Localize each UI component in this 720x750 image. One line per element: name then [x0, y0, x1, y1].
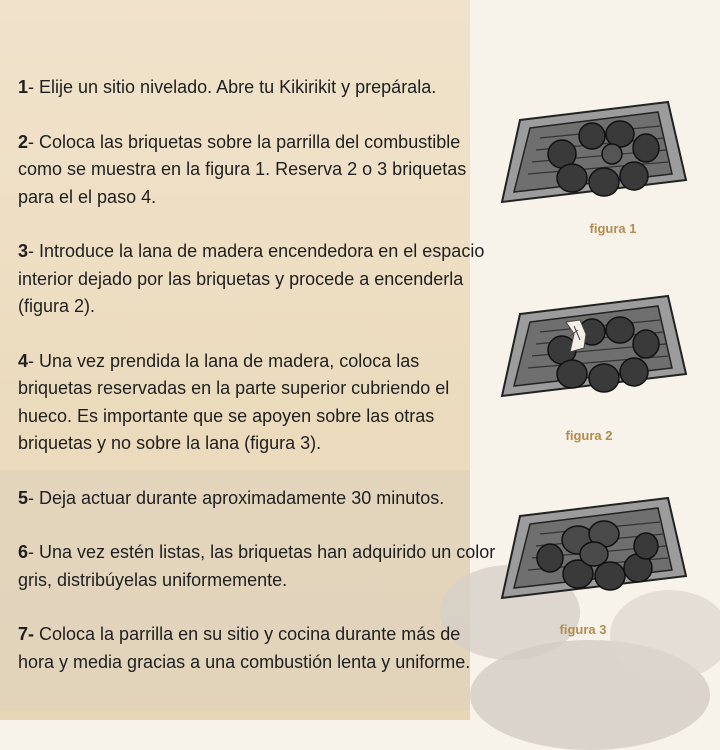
figure-2-label: figura 2	[565, 428, 613, 443]
step-1: 1- Elije un sitio nivelado. Abre tu Kikirikit y prepárala.	[18, 77, 437, 97]
figure-1-label: figura 1	[589, 221, 637, 236]
figure-1-illustration	[500, 98, 688, 208]
figure-3-label: figura 3	[559, 622, 607, 637]
figure-2-illustration	[500, 292, 688, 402]
step-2: 2- Coloca las briquetas sobre la parrilla del combustible como se muestra en la figura 1. Reserva 2 o 3 briquetas para el el paso 4.	[18, 131, 467, 207]
step-6: 6- Una vez estén listas, las briquetas han adquirido un color gris, distribúyelas uniformemente.	[18, 542, 496, 590]
instructions-list	[18, 74, 498, 703]
step-3: 3- Introduce la lana de madera encendedora en el espacio interior dejado por las briquetas y procede a encenderla (figura 2).	[18, 241, 485, 316]
step-4: 4- Una vez prendida la lana de madera, coloca las briquetas reservadas en la parte superior cubriendo el hueco. Es importante que se apoyen sobre las otras briquetas y no sobre la lana (figura 3).	[18, 350, 450, 453]
step-5: 5- Deja actuar durante aproximadamente 30 minutos.	[18, 487, 445, 508]
figure-3-illustration	[500, 494, 688, 604]
step-7: 7- Coloca la parrilla en su sitio y cocina durante más de hora y media gracias a una combustión lenta y uniforme.	[18, 624, 471, 672]
